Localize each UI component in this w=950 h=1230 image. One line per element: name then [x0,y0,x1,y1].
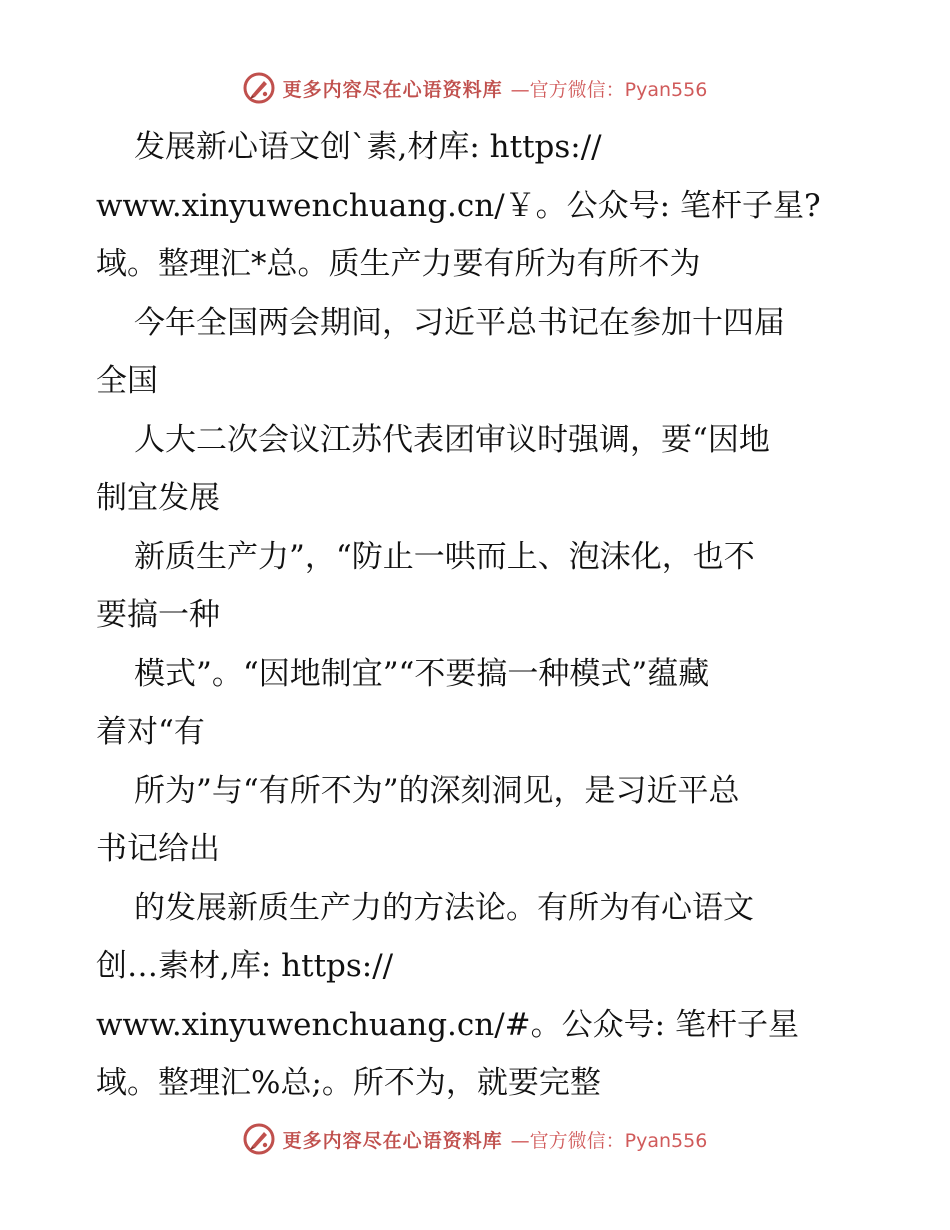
text-line: www.xinyuwenchuang.cn/￥。公众号: 笔杆子星? [96,187,821,224]
text-line: 所为”与“有所不为”的深刻洞见，是习近平总 [134,772,740,809]
footer-watermark-banner [0,1123,950,1155]
text-line: 着对“有 [96,714,205,750]
quill-logo-icon [243,1123,275,1155]
text-line: www.xinyuwenchuang.cn/#。公众号: 笔杆子星 [96,1006,799,1043]
text-line: 发展新心语文创`素,材库: https:// [134,129,602,165]
banner-brand-text: 更多内容尽在心语资料库 [282,1129,503,1152]
quill-logo-icon [243,72,275,104]
text-line: 全国 [96,363,158,399]
banner-contact-text: —官方微信：Pyan556 [510,1129,708,1152]
banner-contact-text: —官方微信：Pyan556 [510,78,708,101]
text-line: 域。整理汇%总;。所不为，就要完整 [96,1065,601,1101]
text-line: 制宜发展 [96,480,220,516]
text-line: 新质生产力”，“防止一哄而上、泡沫化，也不 [134,538,755,575]
banner-brand-text: 更多内容尽在心语资料库 [282,78,503,101]
text-line: 创…素材,库: https:// [96,948,394,984]
text-line: 域。整理汇*总。质生产力要有所为有所不为 [96,246,701,282]
text-line: 人大二次会议江苏代表团审议时强调，要“因地 [134,421,770,458]
text-line: 模式”。“因地制宜”“不要搞一种模式”蕴藏 [134,655,710,692]
document-body [96,118,866,1113]
text-line: 书记给出 [96,831,220,867]
text-line: 的发展新质生产力的方法论。有所为有心语文 [134,889,754,926]
header-watermark-banner [0,72,950,104]
text-line: 今年全国两会期间，习近平总书记在参加十四届 [134,304,785,341]
text-line: 要搞一种 [96,597,220,633]
